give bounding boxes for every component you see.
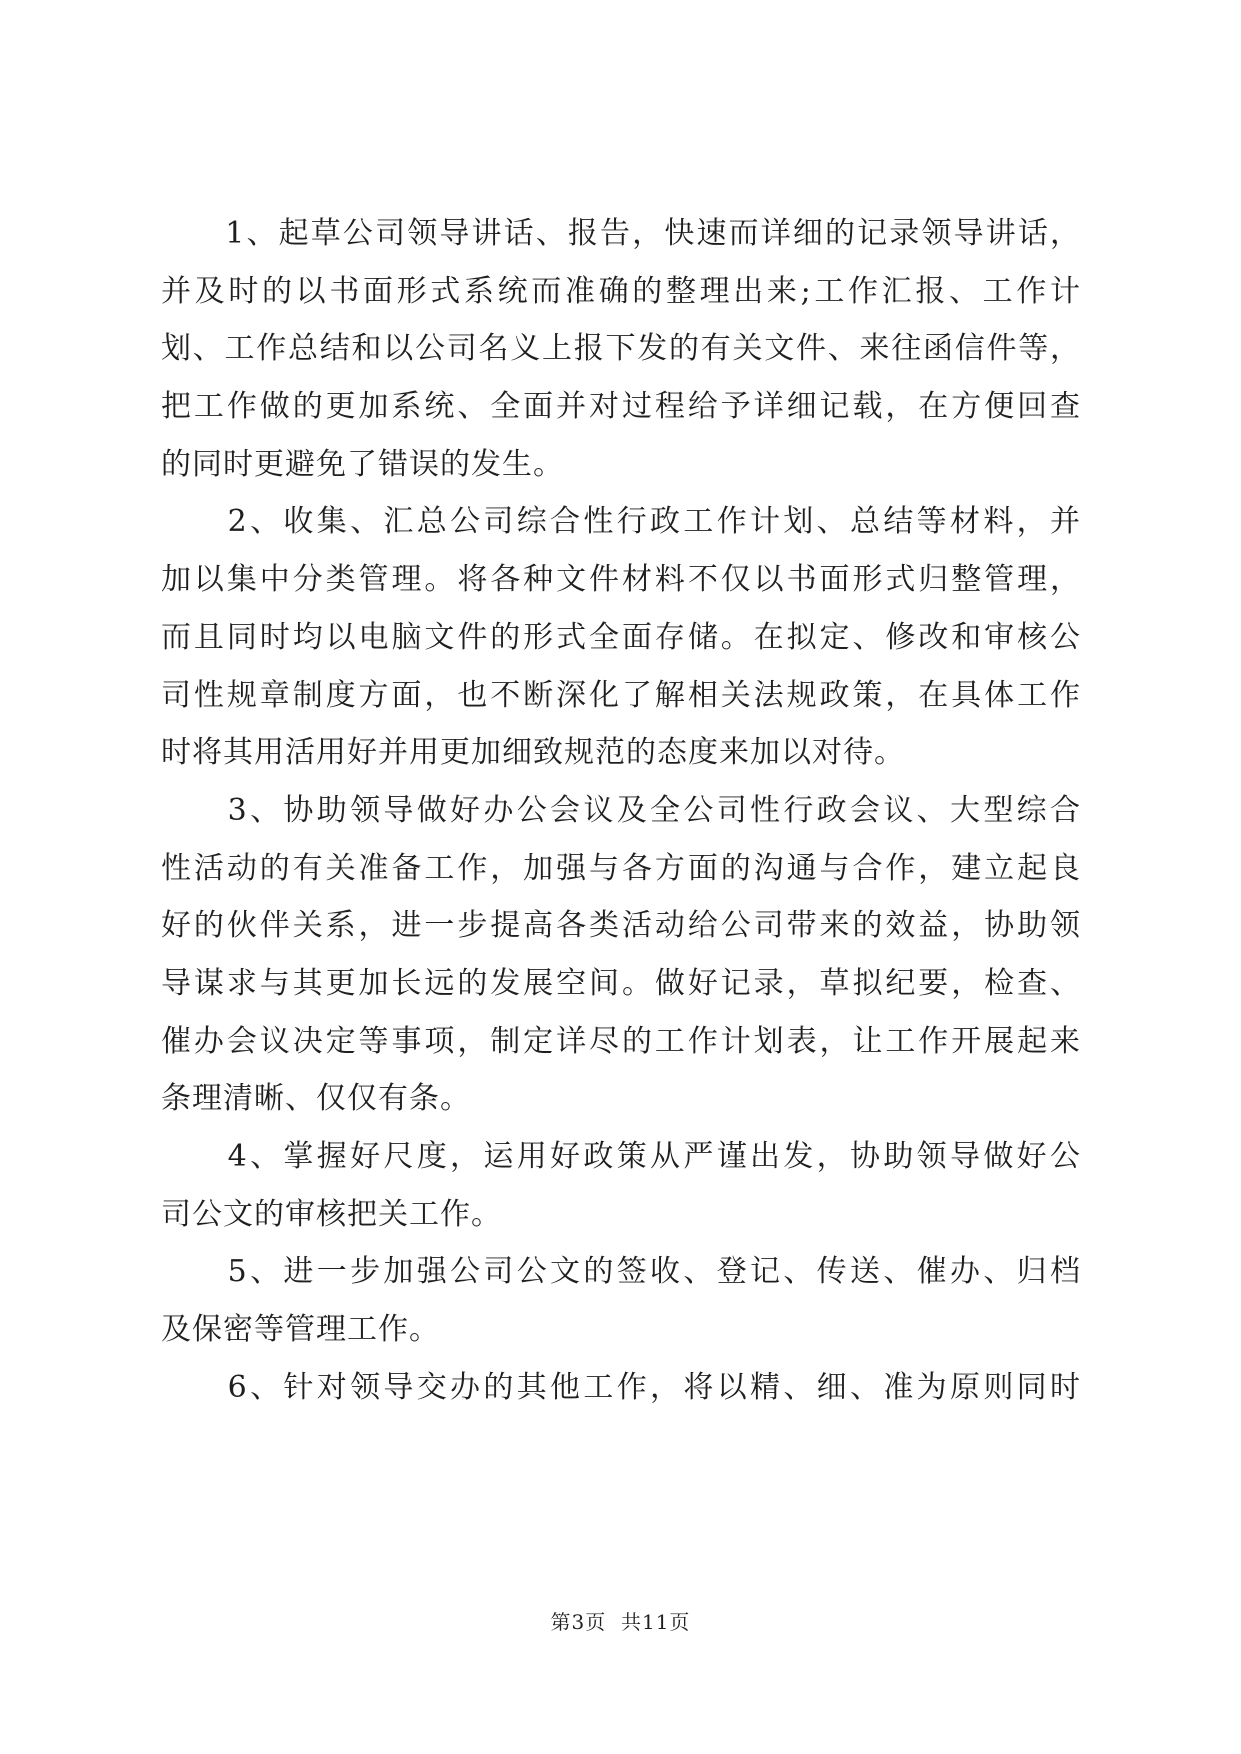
text-line: 条理清晰、仅仅有条。 <box>161 1081 471 1117</box>
text-line: 加以集中分类管理。将各种文件材料不仅以书面形式归整管理， <box>161 562 1081 598</box>
body-text <box>161 205 1081 1416</box>
text-line: 把工作做的更加系统、全面并对过程给予详细记载，在方便回查 <box>161 389 1081 425</box>
text-line: 2、收集、汇总公司综合性行政工作计划、总结等材料，并 <box>161 504 1081 540</box>
text-line: 司公文的审核把关工作。 <box>161 1196 502 1232</box>
text-line: 好的伙伴关系，进一步提高各类活动给公司带来的效益，协助领 <box>161 908 1081 944</box>
text-line: 的同时更避免了错误的发生。 <box>161 446 564 482</box>
text-line: 及保密等管理工作。 <box>161 1312 440 1348</box>
page-number: 第3页 共11页 <box>550 1610 691 1634</box>
text-line: 司性规章制度方面，也不断深化了解相关法规政策，在具体工作 <box>161 677 1081 713</box>
text-line: 催办会议决定等事项，制定详尽的工作计划表，让工作开展起来 <box>161 1023 1081 1059</box>
text-line: 时将其用活用好并用更加细致规范的态度来加以对待。 <box>161 735 905 771</box>
text-line: 6、针对领导交办的其他工作，将以精、细、准为原则同时 <box>161 1369 1081 1405</box>
text-line: 划、工作总结和以公司名义上报下发的有关文件、来往函信件等， <box>161 331 1081 367</box>
text-line: 1、起草公司领导讲话、报告，快速而详细的记录领导讲话， <box>161 216 1081 251</box>
text-line: 3、协助领导做好办公会议及全公司性行政会议、大型综合 <box>161 792 1081 828</box>
text-line: 而且同时均以电脑文件的形式全面存储。在拟定、修改和审核公 <box>161 619 1081 655</box>
text-line: 5、进一步加强公司公文的签收、登记、传送、催办、归档 <box>161 1254 1081 1290</box>
text-line: 4、掌握好尺度，运用好政策从严谨出发，协助领导做好公 <box>161 1139 1081 1174</box>
text-line: 并及时的以书面形式系统而准确的整理出来;工作汇报、工作计 <box>161 273 1081 309</box>
text-line: 性活动的有关准备工作，加强与各方面的沟通与合作，建立起良 <box>161 850 1081 886</box>
page-footer <box>0 1606 1241 1635</box>
text-line: 导谋求与其更加长远的发展空间。做好记录，草拟纪要，检查、 <box>161 965 1081 1001</box>
